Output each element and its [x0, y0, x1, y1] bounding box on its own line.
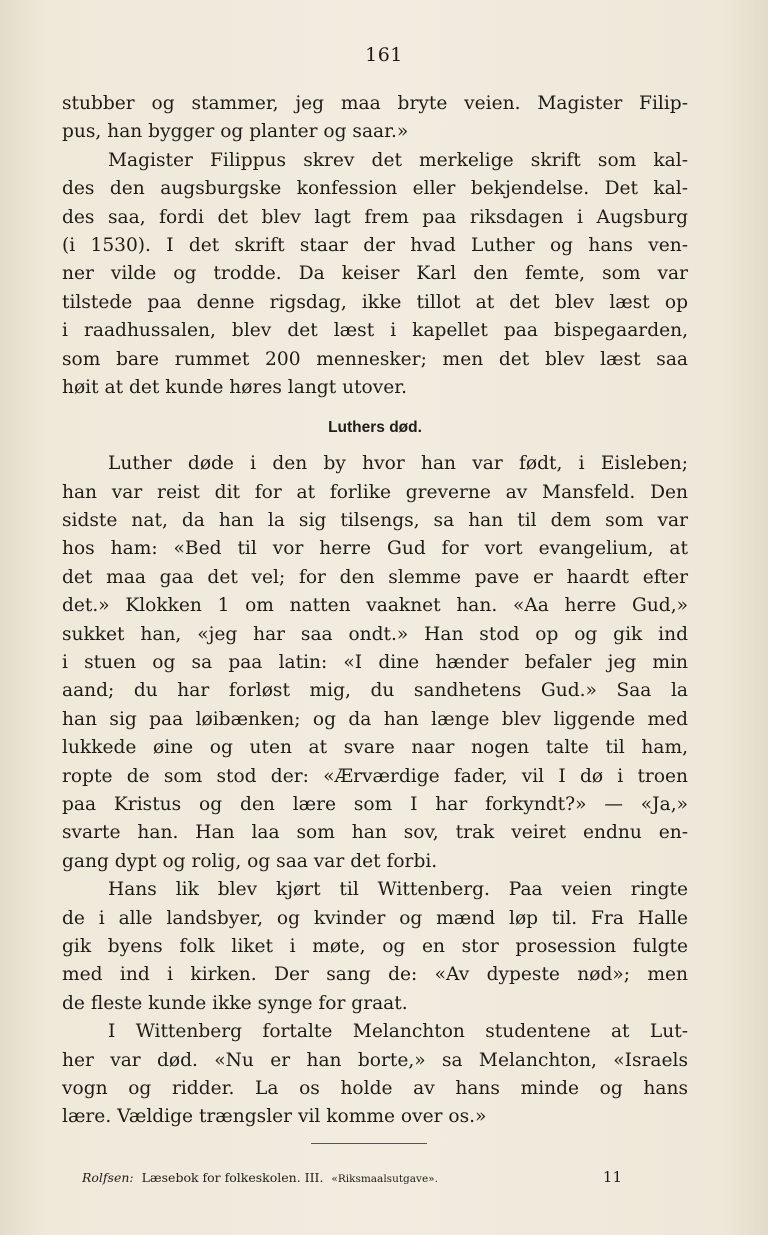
- paragraph-4: [62, 876, 688, 1018]
- footer-edition: «Riksmaalsutgave».: [331, 1173, 438, 1185]
- text-line: gik byens folk liket i møte, og en stor prosession fulgte: [62, 935, 688, 957]
- text-line: det maa gaa det vel; for den slemme pave er haardt efter: [62, 566, 688, 588]
- page-number: 161: [365, 44, 403, 66]
- text-line: lære. Vældige trængsler vil komme over os.»: [62, 1106, 487, 1128]
- text-line: I Wittenberg fortalte Melanchton studentene at Lut-: [108, 1021, 688, 1043]
- text-line: lukkede øine og uten at svare naar nogen talte til ham,: [62, 737, 688, 759]
- text-line: vogn og ridder. La os holde av hans minde og hans: [62, 1077, 688, 1099]
- text-line: han var reist dit for at forlike greverne av Mansfeld. Den: [62, 481, 688, 503]
- text-line: des den augsburgske konfession eller bekjendelse. Det kal-: [62, 178, 688, 200]
- section-heading: Luthers død.: [328, 419, 422, 437]
- text-line: gang dypt og rolig, og saa var det forbi.: [62, 850, 438, 872]
- text-line: Luther døde i den by hvor han var født, i Eisleben;: [108, 453, 688, 475]
- text-line: sidste nat, da han la sig tilsengs, sa han til dem som var: [62, 510, 688, 532]
- text-line: sukket han, «jeg har saa ondt.» Han stod op og gik ind: [62, 623, 688, 645]
- text-line: i stuen og sa paa latin: «I dine hænder befaler jeg min: [62, 652, 688, 674]
- footer-divider: [311, 1143, 427, 1144]
- text-line: (i 1530). I det skrift staar der hvad Luther og hans ven-: [62, 234, 688, 256]
- text-line: stubber og stammer, jeg maa bryte veien. Magister Filip-: [62, 93, 688, 114]
- footer-title: Læsebok for folkeskolen. III.: [141, 1170, 324, 1185]
- text-line: høit at det kunde høres langt utover.: [62, 376, 408, 398]
- text-line: de i alle landsbyer, og kvinder og mænd løp til. Fra Halle: [62, 907, 688, 929]
- paragraph-1: [62, 90, 688, 147]
- text-line: Hans lik blev kjørt til Wittenberg. Paa veien ringte: [108, 879, 688, 901]
- footer-author: Rolfsen:: [82, 1170, 134, 1185]
- text-line: aand; du har forløst mig, du sandhetens Gud.» Saa la: [62, 680, 688, 702]
- text-line: svarte han. Han laa som han sov, trak veiret endnu en-: [62, 822, 688, 844]
- text-line: tilstede paa denne rigsdag, ikke tillot at det blev læst op: [62, 291, 688, 313]
- text-line: som bare rummet 200 mennesker; men det blev læst saa: [62, 348, 688, 370]
- text-line: med ind i kirken. Der sang de: «Av dypeste nød»; men: [62, 964, 688, 986]
- text-line: pus, han bygger og planter og saar.»: [62, 121, 409, 143]
- text-line: ner vilde og trodde. Da keiser Karl den femte, som var: [62, 263, 688, 285]
- text-line: i raadhussalen, blev det læst i kapellet paa bispegaarden,: [62, 320, 688, 342]
- page-body: [62, 90, 688, 1132]
- text-line: det.» Klokken 1 om natten vaaknet han. «Aa herre Gud,»: [62, 595, 688, 617]
- text-line: her var død. «Nu er han borte,» sa Melanchton, «Israels: [62, 1049, 688, 1071]
- text-line: hos ham: «Bed til vor herre Gud for vort evangelium, at: [62, 538, 688, 560]
- text-line: han sig paa løibænken; og da han længe blev liggende med: [62, 708, 688, 730]
- page-footer: [82, 1170, 622, 1185]
- paragraph-3: [62, 450, 688, 876]
- sheet-signature: 11: [602, 1168, 622, 1186]
- paragraph-5: [62, 1018, 688, 1132]
- text-line: Magister Filippus skrev det merkelige skrift som kal-: [108, 149, 688, 171]
- paragraph-2: [62, 147, 688, 403]
- text-line: des saa, fordi det blev lagt frem paa riksdagen i Augsburg: [62, 206, 688, 228]
- text-line: de fleste kunde ikke synge for graat.: [62, 992, 408, 1014]
- text-line: paa Kristus og den lære som I har forkyndt?» — «Ja,»: [62, 793, 688, 815]
- text-line: ropte de som stod der: «Ærværdige fader, vil I dø i troen: [62, 765, 688, 787]
